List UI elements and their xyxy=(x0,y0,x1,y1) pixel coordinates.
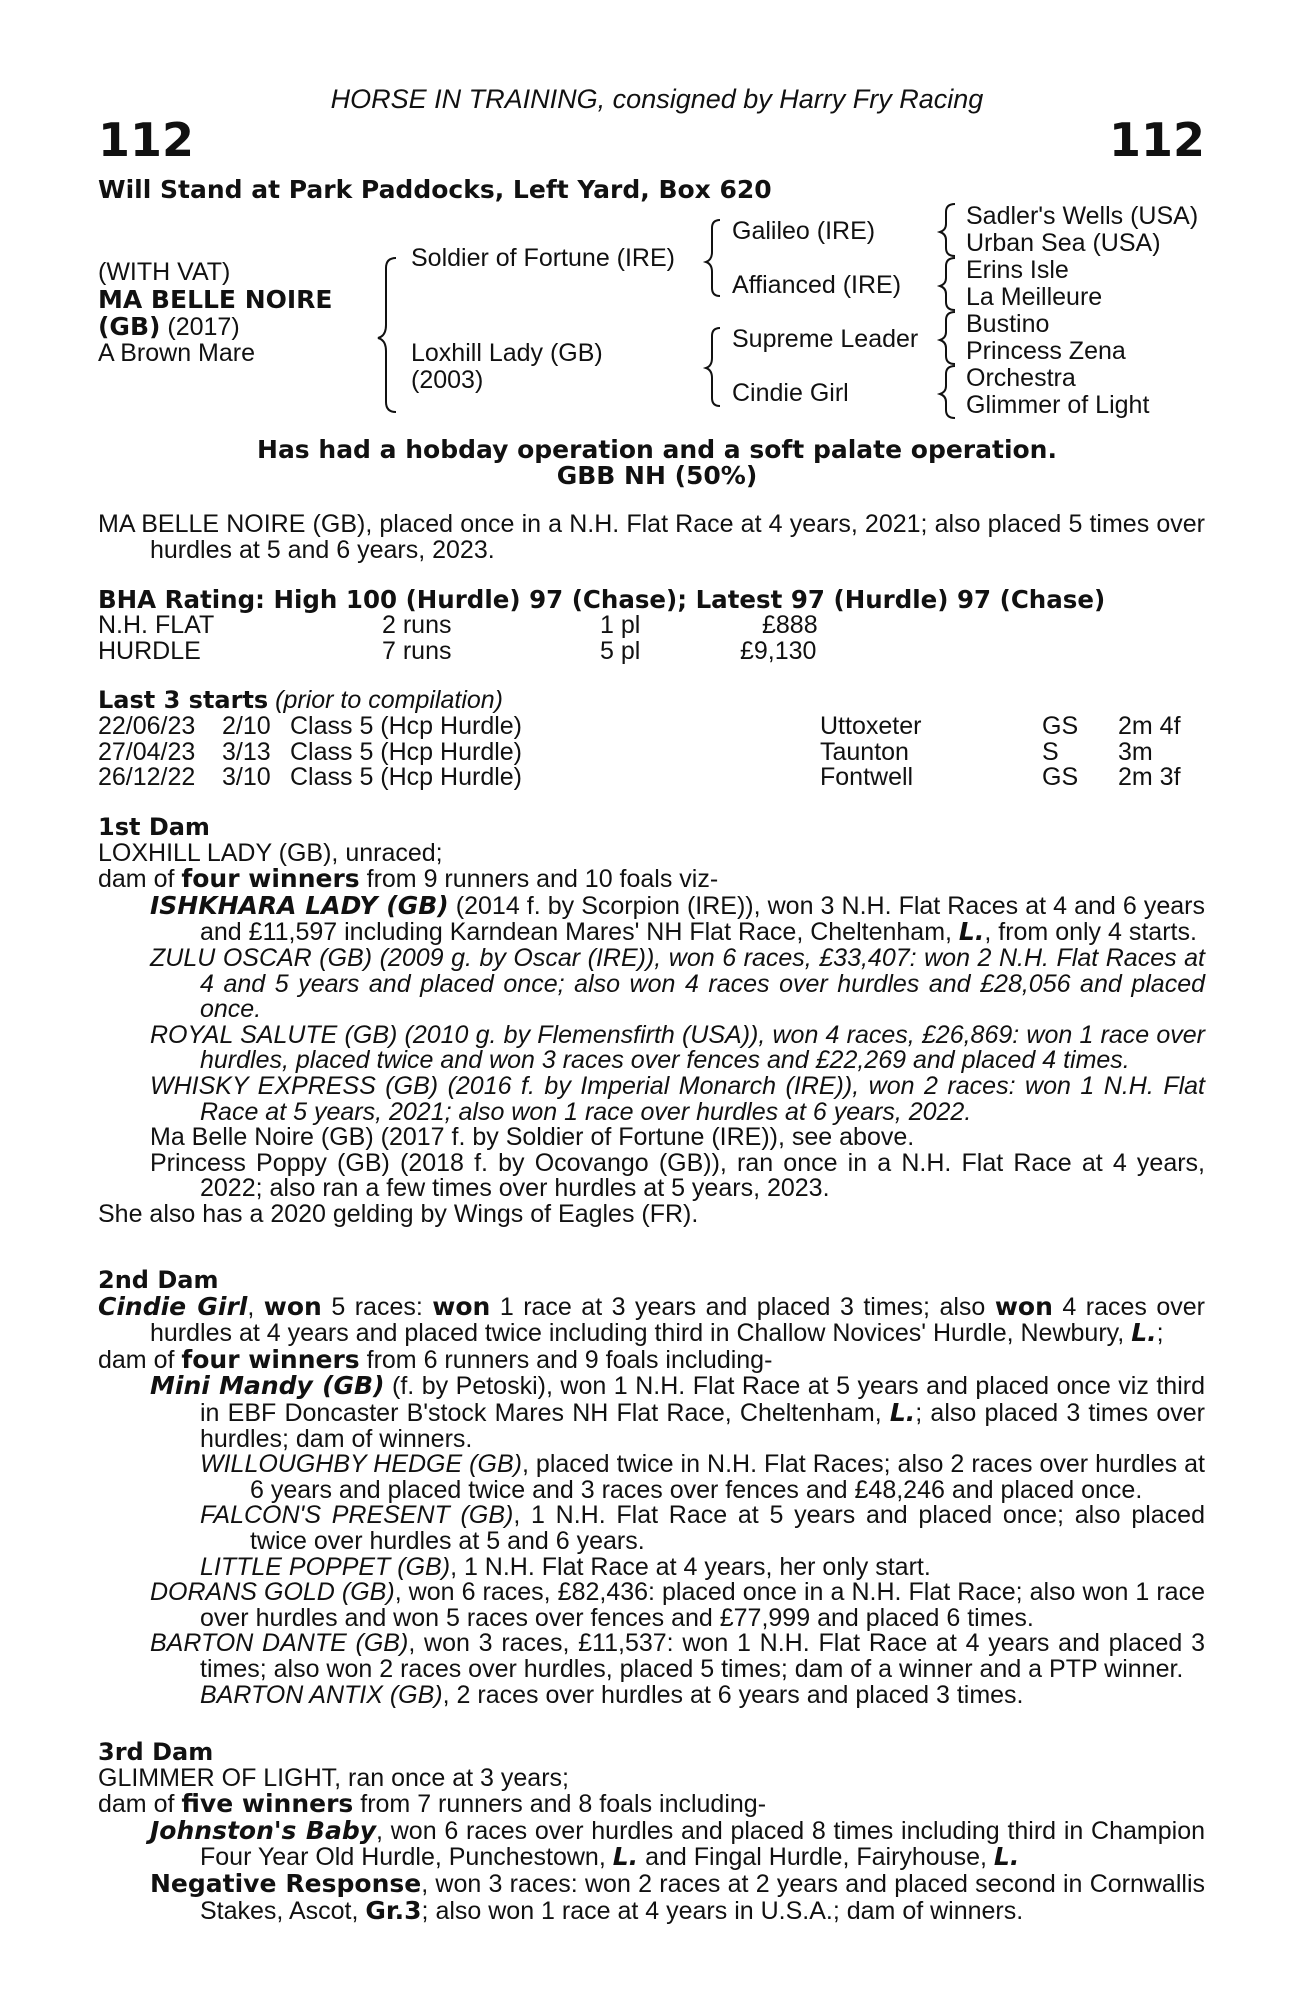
text-span: from 9 runners and 10 foals viz- xyxy=(359,865,719,894)
text-span: , won 6 races over hurdles and placed 8 times including third in Champion Four Year Old Hurdle, Punchestown, xyxy=(200,1816,1205,1872)
progeny-entry xyxy=(150,1868,1205,1925)
rating-row-type: HURDLE xyxy=(98,636,201,665)
text-span: and Fingal Hurdle, Fairyhouse, xyxy=(638,1843,994,1872)
listed-marker: L. xyxy=(958,917,985,947)
start-race: Class 5 (Hcp Hurdle) xyxy=(290,763,523,792)
gen3-1: Sadler's Wells (USA) xyxy=(966,202,1199,230)
listed-marker: L. xyxy=(993,1842,1020,1872)
rating-row-placed: 1 pl xyxy=(600,611,641,639)
second-dam-heading: 2nd Dam xyxy=(98,1266,219,1294)
text-span: , 1 N.H. Flat Race at 4 years, her only start. xyxy=(450,1552,931,1581)
start-course: Fontwell xyxy=(820,763,914,792)
listed-marker: L. xyxy=(1131,1318,1157,1348)
progeny-entry xyxy=(150,1631,1205,1682)
text-span: , from only 4 starts. xyxy=(984,918,1197,947)
rating-row-type: N.H. FLAT xyxy=(98,611,215,639)
progeny-name: BARTON ANTIX (GB) xyxy=(200,1680,443,1709)
horse-description: A Brown Mare xyxy=(98,339,256,367)
first-dam-produce xyxy=(98,866,1205,893)
progeny-entry xyxy=(150,1815,1205,1872)
text-span: , won 6 races, £82,436: placed once in a N.H. Flat Race; also won 1 race over hurdles and won 5 races over fences and £77,999 and placed 6 times. xyxy=(200,1578,1205,1632)
lot-number-right: 112 xyxy=(1108,113,1205,167)
stand-location: Will Stand at Park Paddocks, Left Yard, Box 620 xyxy=(98,175,772,204)
won-marker: won xyxy=(263,1291,322,1321)
main-pedigree-brace xyxy=(378,258,396,412)
consignor-header: HORSE IN TRAINING, consigned by Harry Fry Racing xyxy=(330,84,984,114)
start-going: GS xyxy=(1042,712,1079,740)
third-dam-produce xyxy=(98,1791,1205,1818)
third-dam-section xyxy=(98,1740,1205,1924)
progeny-entry: Princess Poppy (GB) (2018 f. by Ocovango (GB)), ran once in a N.H. Flat Race at 4 years, 2022; also ran a few times over hurdles at 5 years, 2023. xyxy=(150,1148,1205,1203)
winners-count: four winners xyxy=(181,864,360,894)
first-dam-footnote: She also has a 2020 gelding by Wings of Eagles (FR). xyxy=(98,1199,699,1228)
listed-marker: L. xyxy=(612,1842,639,1872)
text-span: , 2 races over hurdles at 6 years and placed 3 times. xyxy=(442,1680,1024,1709)
won-marker: won xyxy=(432,1291,491,1321)
start-course: Taunton xyxy=(820,737,909,766)
gen3-2: Urban Sea (USA) xyxy=(966,229,1161,257)
dam-brace xyxy=(706,328,720,406)
progeny-name: FALCON'S PRESENT (GB) xyxy=(200,1501,514,1530)
text-span: dam of xyxy=(98,1345,182,1374)
rating-row-runs: 2 runs xyxy=(382,611,452,639)
text-span: from 7 runners and 8 foals including- xyxy=(353,1790,767,1819)
rating-row-runs: 7 runs xyxy=(382,636,452,665)
text-span: ; also won 1 race at 4 years in U.S.A.; dam of winners. xyxy=(421,1896,1024,1925)
start-distance: 2m 4f xyxy=(1118,712,1181,740)
rating-table xyxy=(98,613,1205,665)
progeny-name: WILLOUGHBY HEDGE (GB) xyxy=(200,1450,522,1479)
progeny-name: Johnston's Baby xyxy=(150,1815,377,1845)
horse-name: MA BELLE NOIRE xyxy=(98,285,333,314)
progeny-name: BARTON DANTE (GB) xyxy=(150,1629,409,1658)
last-starts-subtitle: (prior to compilation) xyxy=(268,686,504,714)
sire-brace xyxy=(706,220,720,296)
grand-progeny-entry xyxy=(200,1452,1205,1503)
sire-sire: Galileo (IRE) xyxy=(732,217,876,245)
dam-year: (2003) xyxy=(411,366,484,394)
operation-note: Has had a hobday operation and a soft palate operation. xyxy=(257,435,1057,464)
grand-progeny-entry xyxy=(200,1680,1205,1709)
second-dam-name: Cindie Girl xyxy=(98,1291,248,1321)
start-position: 3/13 xyxy=(222,737,271,766)
group-marker: Gr.3 xyxy=(365,1895,422,1925)
text-span: , 1 N.H. Flat Race at 5 years and placed once; also placed twice over hurdles at 5 and 6 years. xyxy=(250,1501,1205,1555)
vat-note: (WITH VAT) xyxy=(98,258,231,286)
listed-marker: L. xyxy=(889,1397,916,1427)
rating-row-prize: £888 xyxy=(762,611,818,639)
grand-progeny-entry xyxy=(200,1552,1205,1581)
start-distance: 3m xyxy=(1118,737,1153,766)
text-span: 5 races: xyxy=(321,1292,433,1321)
text-span: dam of xyxy=(98,1790,182,1819)
first-dam-section xyxy=(98,815,1205,1228)
start-position: 3/10 xyxy=(222,763,271,792)
rating-heading: BHA Rating: High 100 (Hurdle) 97 (Chase); Latest 97 (Hurdle) 97 (Chase) xyxy=(98,585,1106,614)
rating-row-prize: £9,130 xyxy=(740,636,817,665)
progeny-entry: Ma Belle Noire (GB) (2017 f. by Soldier of Fortune (IRE)), see above. xyxy=(150,1123,915,1152)
progeny-name: Mini Mandy (GB) xyxy=(150,1371,385,1401)
sire-dam: Affianced (IRE) xyxy=(732,271,902,299)
lot-number-left: 112 xyxy=(98,113,195,167)
dam-name: Loxhill Lady (GB) xyxy=(411,339,603,367)
start-date: 26/12/22 xyxy=(98,763,196,792)
second-dam-section xyxy=(98,1268,1205,1708)
progeny-name: Negative Response xyxy=(150,1868,422,1898)
text-span: 4 races over hurdles at 4 years and placed twice including third in Challow Novices' Hurdle, Newbury, xyxy=(150,1292,1205,1348)
cindie-girl-brace xyxy=(940,366,955,418)
grand-progeny-entry xyxy=(200,1503,1205,1554)
progeny-entry: ZULU OSCAR (GB) (2009 g. by Oscar (IRE)), won 6 races, £33,407: won 2 N.H. Flat Races at 4 and 5 years and placed once; also won 4 races over hurdles and £28,056 and placed once. xyxy=(150,943,1205,1024)
rating-row-placed: 5 pl xyxy=(600,636,641,665)
affianced-brace xyxy=(940,258,955,310)
progeny-entry xyxy=(150,1580,1205,1631)
start-distance: 2m 3f xyxy=(1118,763,1181,792)
progeny-name: ISHKHARA LADY (GB) xyxy=(150,890,449,920)
winners-count: four winners xyxy=(181,1344,360,1374)
third-dam-line: GLIMMER OF LIGHT, ran once at 3 years; xyxy=(98,1763,569,1792)
gen3-8: Glimmer of Light xyxy=(966,391,1150,419)
winners-count: five winners xyxy=(181,1789,354,1819)
third-dam-heading: 3rd Dam xyxy=(98,1738,214,1766)
start-course: Uttoxeter xyxy=(820,712,922,740)
progeny-entry: WHISKY EXPRESS (GB) (2016 f. by Imperial Monarch (IRE)), won 2 races: won 1 N.H. Flat Race at 5 years, 2021; also won 1 race over hurdles at 6 years, 2022. xyxy=(150,1071,1205,1126)
start-position: 2/10 xyxy=(222,712,271,740)
supreme-leader-brace xyxy=(940,312,955,364)
text-span: ; xyxy=(1156,1319,1164,1348)
progeny-name: DORANS GOLD (GB) xyxy=(150,1578,395,1607)
text-span: , xyxy=(247,1292,264,1321)
sire-name: Soldier of Fortune (IRE) xyxy=(411,244,675,272)
gbb-note: GBB NH (50%) xyxy=(556,461,758,490)
start-race: Class 5 (Hcp Hurdle) xyxy=(290,712,523,740)
text-span: from 6 runners and 9 foals including- xyxy=(359,1345,773,1374)
progeny-entry: ROYAL SALUTE (GB) (2010 g. by Flemensfirth (USA)), won 4 races, £26,869: won 1 race over hurdles, placed twice and won 3 races over fences and £22,269 and placed 4 times. xyxy=(150,1020,1205,1075)
progeny-entry xyxy=(150,890,1205,947)
text-span: , won 3 races, £11,537: won 1 N.H. Flat Race at 4 years and placed 3 times; also won 2 races over hurdles, placed 5 times; dam of a winner and a PTP winner. xyxy=(200,1629,1205,1683)
gen3-3: Erins Isle xyxy=(966,256,1069,284)
summary-paragraph xyxy=(98,512,1205,563)
text-span: (2014 f. by Scorpion (IRE)), won 3 N.H. Flat Races at 4 and 6 years and £11,597 including Karndean Mares' NH Flat Race, Cheltenham, xyxy=(200,891,1205,947)
first-dam-heading: 1st Dam xyxy=(98,813,210,841)
start-going: GS xyxy=(1042,763,1079,792)
horse-year: (2017) xyxy=(160,313,240,341)
gen3-4: La Meilleure xyxy=(966,283,1103,311)
dam-sire: Supreme Leader xyxy=(732,325,919,353)
gen3-5: Bustino xyxy=(966,310,1050,338)
start-date: 27/04/23 xyxy=(98,737,196,766)
last-starts-heading: Last 3 starts xyxy=(98,686,269,714)
start-going: S xyxy=(1042,737,1059,766)
second-dam-produce xyxy=(98,1344,1205,1374)
progeny-entry xyxy=(150,1373,1205,1452)
galileo-brace xyxy=(940,204,955,256)
gen3-7: Orchestra xyxy=(966,364,1076,392)
gen3-6: Princess Zena xyxy=(966,337,1126,365)
rating-title xyxy=(98,587,1205,614)
text-span: 1 race at 3 years and placed 3 times; also xyxy=(490,1292,995,1321)
last-starts-title xyxy=(98,688,1205,714)
second-dam-record xyxy=(98,1291,1205,1348)
start-race: Class 5 (Hcp Hurdle) xyxy=(290,737,523,766)
text-span: ; also placed 3 times over hurdles; dam of winners. xyxy=(200,1398,1205,1453)
start-date: 22/06/23 xyxy=(98,712,196,740)
text-span: dam of xyxy=(98,865,182,894)
progeny-name: LITTLE POPPET (GB) xyxy=(200,1552,451,1581)
won-marker: won xyxy=(994,1291,1053,1321)
dam-dam: Cindie Girl xyxy=(732,379,849,407)
text-span: , placed twice in N.H. Flat Races; also 2 races over hurdles at 6 years and placed twice and 3 races over fences and £48,246 and placed once. xyxy=(250,1450,1205,1504)
summary-text: MA BELLE NOIRE (GB), placed once in a N.H. Flat Race at 4 years, 2021; also placed 5 times over hurdles at 5 and 6 years, 2023. xyxy=(98,510,1205,564)
first-dam-line: LOXHILL LADY (GB), unraced; xyxy=(98,838,443,867)
text-span: (f. by Petoski), won 1 N.H. Flat Race at 5 years and placed once viz third in EBF Doncaster B'stock Mares NH Flat Race, Cheltenham, xyxy=(200,1372,1205,1427)
horse-country: (GB) xyxy=(98,312,161,341)
last-starts-table xyxy=(98,714,1205,792)
text-span: , won 3 races: won 2 races at 2 years and placed second in Cornwallis Stakes, Ascot, xyxy=(200,1869,1205,1925)
